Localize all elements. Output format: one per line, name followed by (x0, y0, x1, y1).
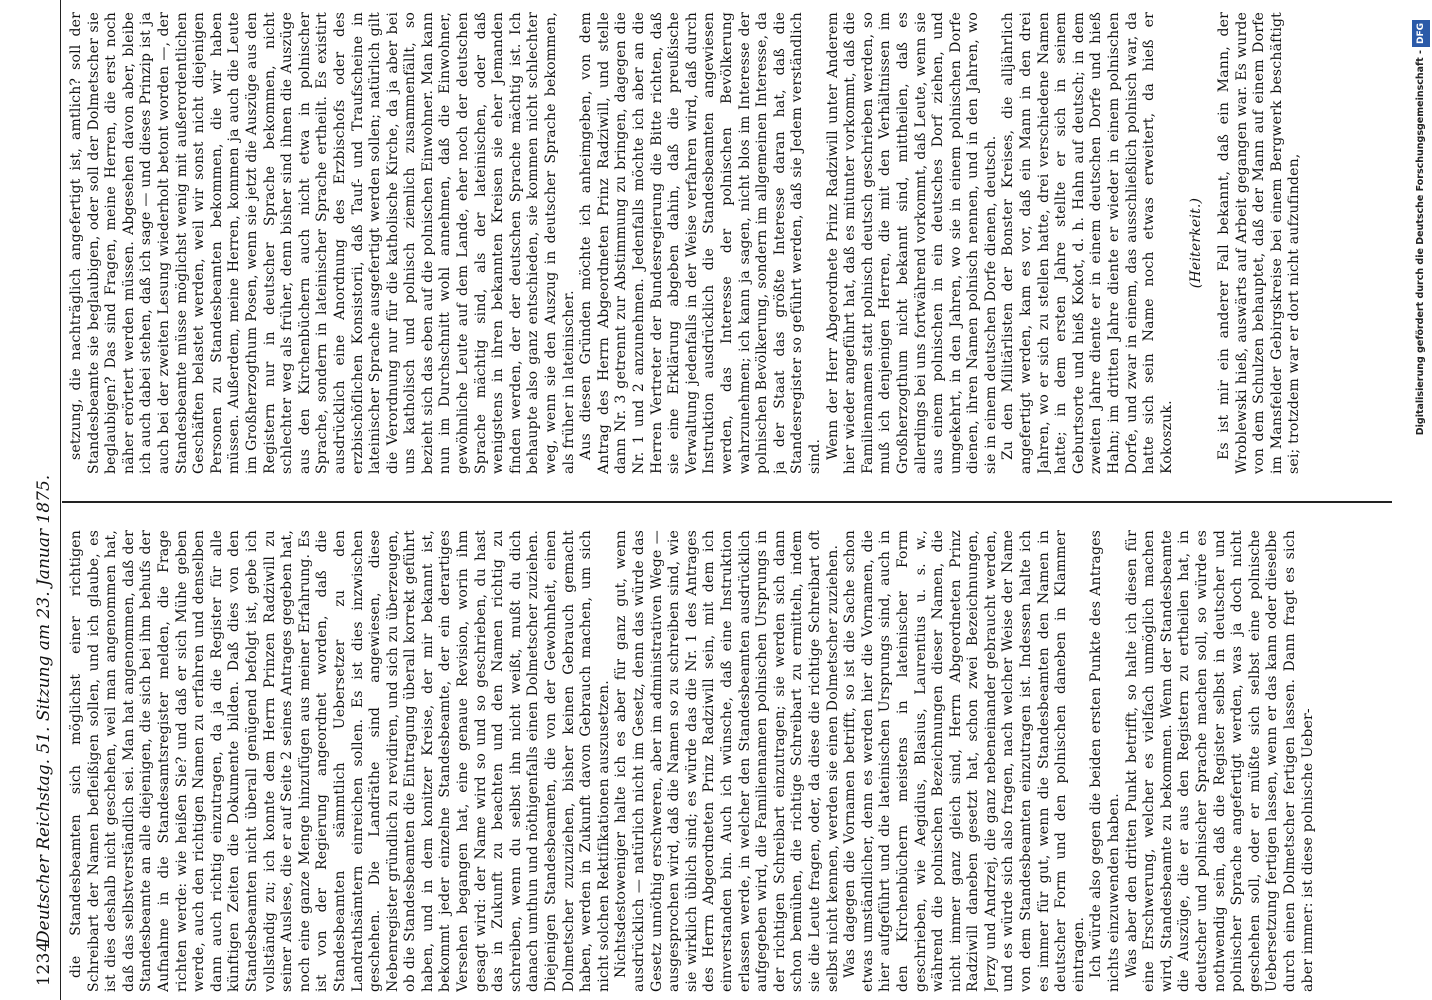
paragraph: Was aber den dritten Punkt betrifft, so halte ich diesen für eine Erschwerung, welcher es vielfach unmöglich machen wird, Standesbeamte zu bekommen. Wenn der Standesbeamte die Auszüge, die er aus den Registern zu ertheilen hat, in deutscher und polnischer Sprache machen soll, so würde es nothwendig sein, daß die Register selbst in deutscher und polnischer Sprache angefertigt werden, was ja doch nicht geschehen soll, oder er müßte sich selbst eine polnische Uebersetzung fertigen lassen, wenn er das kann oder dieselbe durch einen Dolmetscher fertigen lassen. Dann fragt es sich aber immer: ist diese polnische Ueber- (1123, 530, 1316, 992)
right-column (68, 12, 1388, 474)
watermark-text: Digitalisierung gefördert durch die Deutsche Forschungsgemeinschaft - (1415, 50, 1426, 436)
left-column (68, 530, 1388, 992)
paragraph: Aus diesen Gründen möchte ich anheimgeben, von dem Antrag des Herrn Abgeordneten Prinz Radziwill, und stelle dann Nr. 3 getrennt zur Abstimmung zu bringen, dagegen die Nr. 1 und 2 anzunehmen. Jedenfalls möchte ich aber an die Herren Vertreter der Bundesregierung die Bitte richten, daß sie eine Erklärung abgeben dahin, daß die preußische Verwaltung jedenfalls in der Weise verfahren wird, daß durch Instruktion ausdrücklich die Standesbeamten angewiesen werden, das Interesse der polnischen Bevölkerung wahrzunehmen; ich kann ja sagen, nicht blos im Interesse der polnischen Bevölkerung, sondern im allgemeinen Interesse, da ja der Staat das größte Interesse daran hat, daß die Standesregister so geführt werden, daß sie Jedem verständlich sind. (578, 12, 823, 474)
column-divider (62, 502, 1392, 504)
paragraph: Nichtsdestoweniger halte ich es aber für ganz gut, wenn ausdrücklich — natürlich nicht im Gesetz, denn das würde das Gesetz unnöthig erschweren, aber im administrativen Wege — ausgesprochen wird, daß die Namen so zu schreiben sind, wie sie wirklich üblich sind; es würde das die Nr. 1 des Antrages des Herrn Abgeordneten Prinz Radziwill sein, mit dem ich einverstanden bin. Auch ich wünsche, daß eine Instruktion erlassen werde, in welcher den Standesbeamten ausdrücklich aufgegeben wird, die Familiennamen polnischen Ursprungs in der richtigen Schreibart einzutragen; sie werden sich dann schon bemühen, die richtige Schreibart zu ermitteln, indem sie die Leute fragen, oder, da diese die richtige Schreibart oft selbst nicht kennen, werden sie einen Dolmetscher zuziehen. (613, 530, 841, 992)
paragraph: Was dagegen die Vornamen betrifft, so ist die Sache schon etwas umständlicher, denn es werden hier die Vornamen, die hier aufgeführt und die lateinischen Ursprungs sind, auch in den Kirchenbüchern meistens in lateinischer Form geschrieben, wie Aegidius, Blasius, Laurentius u. s. w., während die polnischen Bezeichnungen dieser Namen, die nicht immer ganz gleich sind, Herrn Abgeordneten Prinz Radziwill daneben gesetzt hat, schon zwei Bezeichnungen, Jerzy und Andrzej, die ganz nebeneinander gebraucht werden, und es würde sich also fragen, nach welcher Weise der Name von dem Standesbeamten einzutragen ist. Indessen halte ich es immer für gut, wenn die Standesbeamten den Namen in deutscher Form und den polnischen daneben in Klammer eintragen. (842, 530, 1087, 992)
paragraph: Es ist mir ein anderer Fall bekannt, daß ein Mann, der Wroblewski hieß, auswärts auf Arbeit gegangen war. Es wurde von dem Schulzen behauptet, daß der Mann auf einem Dorfe im Mansfelder Gebirgskreise bei einem Bergwerk beschäftigt sei; trotzdem war er dort nicht aufzufinden, (1216, 12, 1303, 474)
dfg-logo: DFG (1412, 20, 1430, 47)
paragraph: Zu den Militärlisten der Bonster Kreises, die alljährlich angefertigt werden, kam es vor, daß ein Mann in den drei Jahren, wo er sich zu stellen hatte, drei verschiedene Namen hatte; in dem ersten Jahre stellte er sich in seinem Geburtsorte und hieß Kokot, d. h. Hahn auf deutsch; in dem zweiten Jahre diente er in einem deutschen Dorfe und hieß Hahn; im dritten Jahre diente er wieder in einem polnischen Dorfe, und zwar in einem, das ausschließlich polnisch war, da hatte sich sein Name noch etwas erweitert, da hieß er Kokoszuk. (1000, 12, 1175, 474)
running-title: Deutscher Reichstag. 51. Sitzung am 23. Januar 1875. (34, 474, 54, 944)
paragraph: Ich würde also gegen die beiden ersten Punkte des Antrages nichts einzuwenden haben. (1088, 530, 1123, 992)
paragraph: die Standesbeamten sich möglichst einer richtigen Schreibart der Namen befleißigen sollen, und ich glaube, es ist dies deshalb nicht geschehen, weil man angenommen hat, daß das selbstverständlich sei. Man hat angenommen, daß der Standesbeamte an alle diejenigen, die sich bei ihm behufs der Aufnahme in die Standesamtsregister melden, die Frage richten werde: wie heißen Sie? und daß er sich Mühe geben werde, auch den richtigen Namen zu erfahren und denselben dann auch richtig einzutragen, da ja die Register für alle künftigen Zeiten die Dokumente bilden. Daß dies von den Standesbeamten nicht überall genügend befolgt ist, gebe ich vollständig zu; ich konnte dem Herrn Prinzen Radziwill zu seiner Auslese, die er auf Seite 2 seines Antrages gegeben hat, noch eine ganze Menge hinzufügen aus meiner Erfahrung. Es ist von der Regierung angeordnet worden, daß die Standesbeamten sämmtlich Uebersetzer zu den Landrathsämtern einreichen sollen. Es ist dies inzwischen geschehen. Die Landräthe sind angewiesen, diese Nebenregister gründlich zu revidiren, und sich zu überzeugen, ob die Standesbeamten die Eintragung überall korrekt geführt haben, und in dem konitzer Kreise, der mir bekannt ist, bekommt jeder einzelne Standesbeamte, der ein derartiges Versehen begangen hat, eine genaue Revision, worin ihm gesagt wird: der Name wird so und so geschrieben, du hast das in Zukunft zu beachten und den Namen richtig zu schreiben, wenn du selbst ihn nicht weißt, mußt du dich danach umthun und nöthigenfalls einen Dolmetscher zuziehen. Diejenigen Standesbeamten, die von der Gewohnheit, einen Dolmetscher zuzuziehen, bisher keinen Gebrauch gemacht haben, werden in Zukunft davon Gebrauch machen, um sich nicht solchen Rektifikationen auszusetzen. (68, 530, 612, 992)
page-header (30, 0, 61, 1000)
interjection: (Heiterkeit.) (1188, 197, 1205, 289)
paragraph: setzung, die nachträglich angefertigt ist, amtlich? soll der Standesbeamte sie beglaubigen, oder soll der Dolmetscher sie beglaubigen? Das sind Fragen, meine Herren, die erst noch näher erörtert werden müssen. Abgesehen davon aber, bleibe ich auch dabei stehen, daß ich sage — und dieses Prinzip ist ja auch bei der zweiten Lesung wiederholt betont worden —, der Standesbeamte müsse möglichst wenig mit außerordentlichen Geschäften belastet werden, weil wir sonst nicht diejenigen Personen zu Standesbeamten bekommen, die wir haben müssen. Außerdem, meine Herren, kommen ja auch die Leute im Großherzogthum Posen, wenn sie jetzt die Auszüge aus den Registern nur in deutscher Sprache bekommen, nicht schlechter weg als früher, denn bisher sind ihnen die Auszüge aus den Kirchenbüchern auch nicht etwa in polnischer Sprache, sondern in lateinischer Sprache ertheilt. Es existirt ausdrücklich eine Anordnung des Erzbischofs oder des erzbischöflichen Konsistorii, daß Tauf- und Traufscheine in lateinischer Sprache ausgefertigt werden sollen; natürlich gilt die Verordnung nur für die katholische Kirche, da ja aber bei uns katholisch und polnisch ziemlich zusammenfällt, so bezieht sich das eben auf die polnischen Einwohner. Man kann nun im Durchschnitt wohl annehmen, daß die Einwohner, gewöhnliche Leute auf dem Lande, eher noch der deutschen Sprache mächtig sind, als der lateinischen, oder daß wenigstens in ihren bekannten Kreisen sie eher Jemanden finden werden, der der deutschen Sprache mächtig ist. Ich behaupte also ganz entschieden, sie kommen nicht schlechter weg, wenn sie den Auszug in deutscher Sprache bekommen, als früher in lateinischer. (68, 12, 577, 474)
paragraph: Wenn der Herr Abgeordnete Prinz Radziwill unter Anderem hier wieder angeführt hat, daß es mitunter vorkommt, daß die Familiennamen statt polnisch deutsch geschrieben werden, so muß ich denjenigen Herren, die mit den Verhältnissen im Großherzogthum nicht bekannt sind, mittheilen, daß es allerdings bei uns fortwährend vorkommt, daß Leute, wenn sie aus einem polnischen in ein deutsches Dorf ziehen, und umgekehrt, in den Jahren, wo sie in einem polnischen Dorfe dienen, ihren Namen polnisch nennen, und in den Jahren, wo sie in einem deutschen Dorfe dienen, deutsch. (824, 12, 999, 474)
rotated-page (30, 0, 1422, 1000)
page-number: 1234 (34, 940, 54, 986)
dfg-watermark (1412, 20, 1430, 980)
